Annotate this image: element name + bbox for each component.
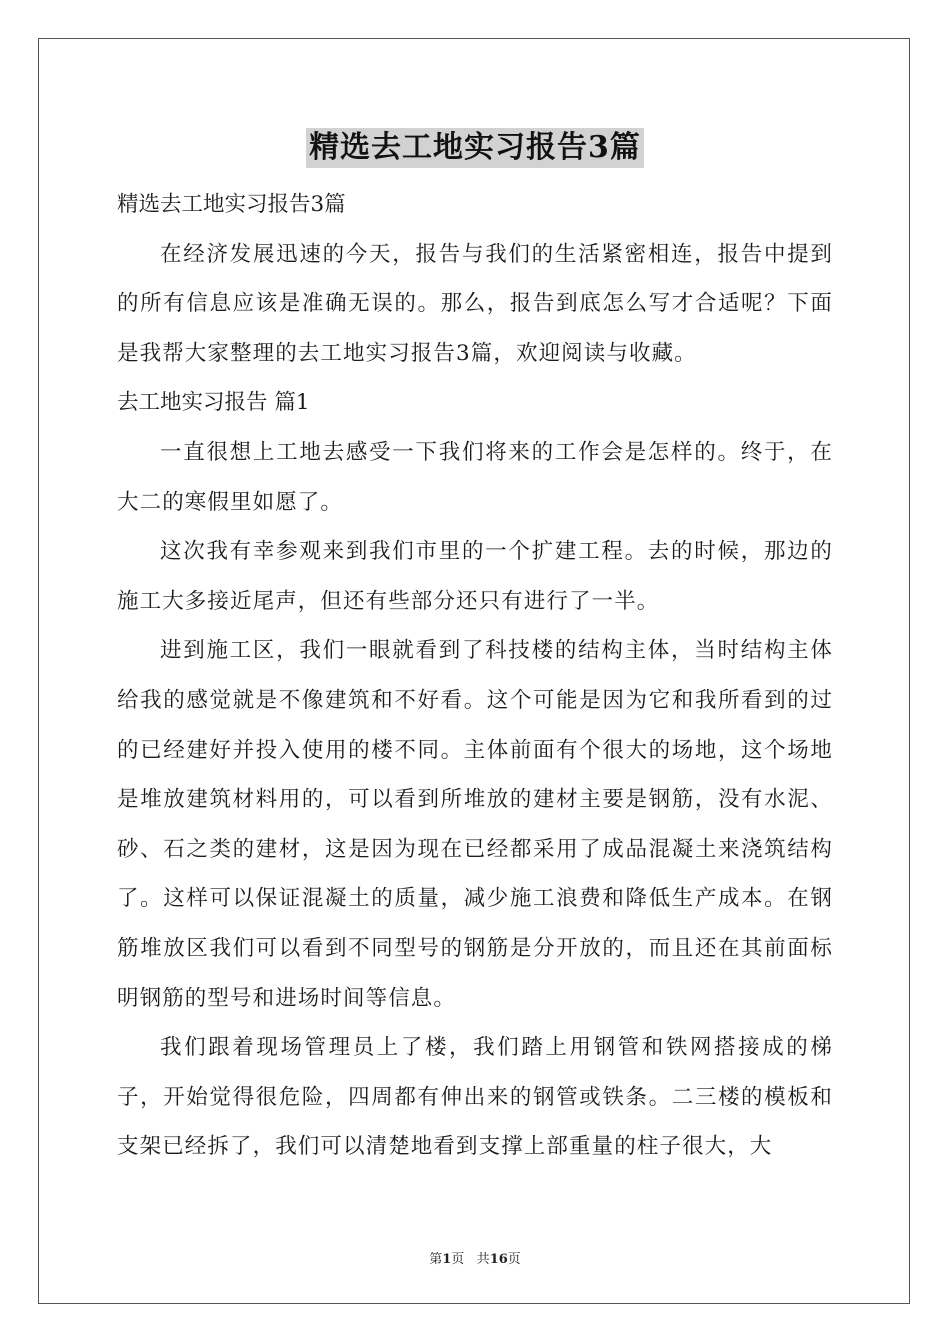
page-number: 1 (442, 1252, 452, 1267)
total-prefix: 共 (476, 1252, 490, 1267)
total-pages: 16 (489, 1252, 508, 1267)
intro-paragraph: 在经济发展迅速的今天，报告与我们的生活紧密相连，报告中提到的所有信息应该是准确无误的。那么，报告到底怎么写才合适呢？下面是我帮大家整理的去工地实习报告3篇，欢迎阅读与收藏。 (117, 241, 833, 366)
document-title (0, 128, 950, 168)
page-prefix: 第 (429, 1252, 443, 1267)
section-heading: 去工地实习报告 篇1 (117, 390, 310, 416)
page-suffix: 页 (451, 1252, 465, 1267)
document-body (117, 180, 833, 1172)
page-footer (0, 1248, 950, 1267)
document-title-text: 精选去工地实习报告3篇 (306, 128, 644, 168)
total-suffix: 页 (507, 1252, 521, 1267)
body-paragraph-4: 我们跟着现场管理员上了楼，我们踏上用钢管和铁网搭接成的梯子，开始觉得很危险，四周都有伸出来的钢管或铁条。二三楼的模板和支架已经拆了，我们可以清楚地看到支撑上部重量的柱子很大，大 (117, 1035, 833, 1160)
body-paragraph-2: 这次我有幸参观来到我们市里的一个扩建工程。去的时候，那边的施工大多接近尾声，但还有些部分还只有进行了一半。 (117, 539, 833, 614)
document-subtitle: 精选去工地实习报告3篇 (117, 192, 346, 217)
body-paragraph-3: 进到施工区，我们一眼就看到了科技楼的结构主体，当时结构主体给我的感觉就是不像建筑和不好看。这个可能是因为它和我所看到的过的已经建好并投入使用的楼不同。主体前面有个很大的场地，这个场地是堆放建筑材料用的，可以看到所堆放的建材主要是钢筋，没有水泥、砂、石之类的建材，这是因为现在已经都采用了成品混凝土来浇筑结构了。这样可以保证混凝土的质量，减少施工浪费和降低生产成本。在钢筋堆放区我们可以看到不同型号的钢筋是分开放的，而且还在其前面标明钢筋的型号和进场时间等信息。 (117, 638, 833, 1011)
body-paragraph-1: 一直很想上工地去感受一下我们将来的工作会是怎样的。终于，在大二的寒假里如愿了。 (117, 439, 833, 515)
